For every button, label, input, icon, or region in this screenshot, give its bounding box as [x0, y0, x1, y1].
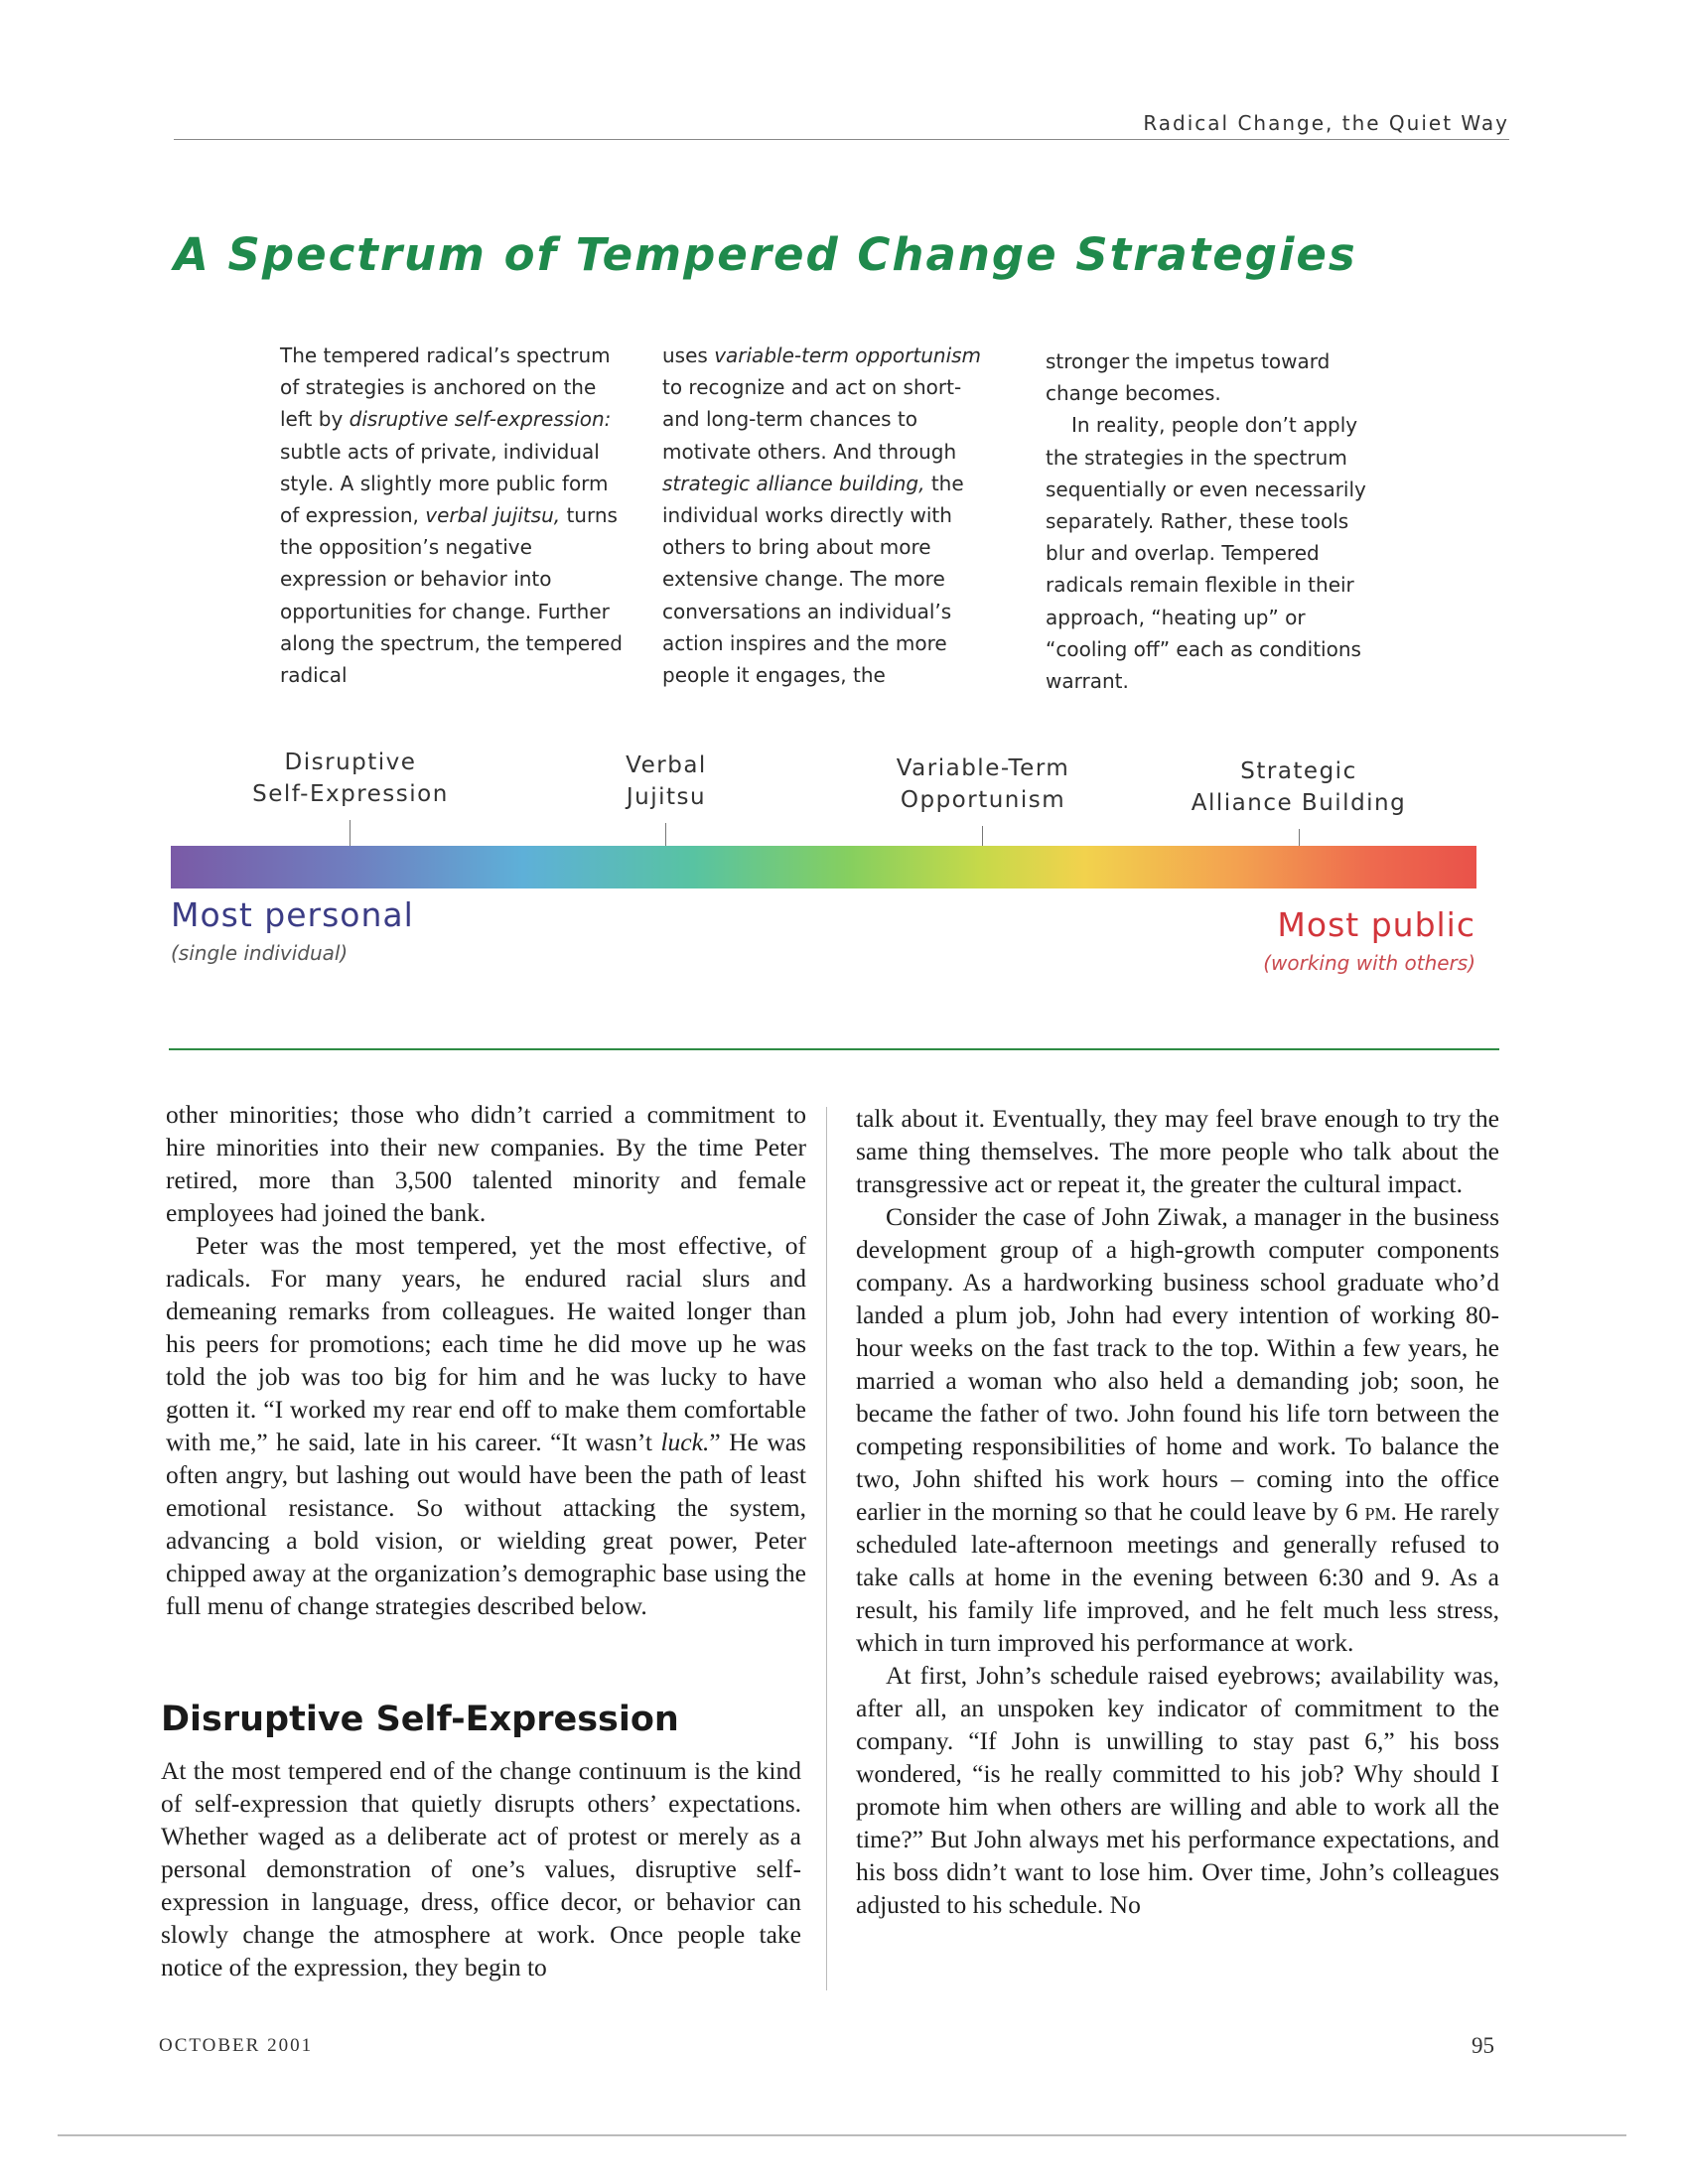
page-number: 95 — [1472, 2033, 1494, 2058]
sidebar-paragraph: stronger the impetus toward change becomes. — [1046, 349, 1331, 406]
sidebar-paragraph — [280, 340, 623, 691]
spectrum-right-end-label: Most public — [1277, 905, 1475, 944]
article-paragraph — [856, 1200, 1499, 1659]
spectrum-label-verbal-jujitsu — [527, 750, 805, 813]
article-paragraph — [166, 1229, 806, 1622]
text-run: the individual works directly with others to bring about more extensive change. The more conversations an individual’s action inspires and the more people it engages, the — [662, 471, 964, 688]
sidebar-title: A Spectrum of Tempered Change Strategies — [174, 228, 1357, 281]
spectrum-label-variable-term-opportunism — [844, 752, 1122, 816]
text-run: turns the opposition’s negative expression or behavior into opportunities for change. Further along the spectrum, the tempered radical — [280, 503, 623, 688]
sidebar-paragraph — [662, 340, 1005, 691]
spectrum-label-line: Disruptive — [284, 750, 417, 775]
header-rule — [174, 139, 1509, 140]
running-header: Radical Change, the Quiet Way — [1143, 111, 1509, 135]
sidebar-column-2 — [662, 340, 1005, 691]
spectrum-label-line: Jujitsu — [626, 784, 707, 810]
text-run: . He rarely scheduled late-afternoon meetings and generally refused to take calls at home in the evening between 6:30 and 9. As a result, his family life improved, and he felt much less stress, which in turn improved his performance at work. — [856, 1497, 1499, 1657]
sidebar-column-3 — [1046, 345, 1388, 697]
italic-term: verbal jujitsu, — [425, 503, 561, 528]
article-paragraph: At first, John’s schedule raised eyebrows; availability was, after all, an unspoken key indicator of commitment to the company. “If John is unwilling to stay past 6,” his boss wondered, “is he really committed to his job? Why should I promote him when others are willing and able to work all the time?” But John always met his performance expectations, and his boss didn’t want to lose him. Over time, John’s colleagues adjusted to his schedule. No — [856, 1661, 1499, 1919]
text-run: Peter was the most tempered, yet the most effective, of radicals. For many years, he endured racial slurs and demeaning remarks from colleagues. He waited longer than his peers for promotions; each time he did move up he was told the job was too big for him and he was lucky to have gotten it. “I worked my rear end off to make them comfortable with me,” he said, late in his career. “It wasn’t — [166, 1231, 806, 1456]
article-paragraph: At the most tempered end of the change continuum is the kind of self-expression that quietly disrupts others’ expectations. Whether waged as a deliberate act of protest or merely as a personal demonstration of one’s values, disruptive self-expression in language, dress, office decor, or behavior can slowly change the atmosphere at work. Once people take notice of the expression, they begin to — [161, 1756, 801, 1981]
sidebar-bottom-rule — [169, 1048, 1499, 1050]
spectrum-gradient-bar — [171, 846, 1476, 888]
text-run: to recognize and act on short- and long-term chances to motivate others. And through — [662, 375, 962, 464]
spectrum-label-line: Verbal — [626, 752, 707, 778]
text-run: uses — [662, 343, 715, 367]
italic-term: disruptive self-expression: — [349, 407, 612, 432]
text-run: Consider the case of John Ziwak, a manager in the business development group of a high-growth computer components company. As a hardworking business school graduate who’d landed a plum job, John had every intention of working 80-hour weeks on the fast track to the top. Within a few years, he married a woman who also held a demanding job; soon, he became the father of two. John found his life torn between the competing responsibilities of home and work. To balance the two, John shifted his work hours – coming into the office earlier in the morning so that he could leave by 6 — [856, 1202, 1499, 1526]
spectrum-label-strategic-alliance-building — [1160, 755, 1438, 819]
italic-term: strategic alliance building, — [662, 471, 925, 495]
italic-word: luck. — [660, 1428, 710, 1456]
spectrum-right-end-sublabel: (working with others) — [1263, 951, 1475, 975]
small-caps-pm: pm — [1364, 1497, 1391, 1526]
spectrum-label-line: Strategic — [1240, 758, 1357, 784]
article-left-column — [166, 1098, 806, 1622]
spectrum-tick — [350, 820, 351, 846]
section-heading: Disruptive Self-Expression — [161, 1700, 679, 1739]
text-run: The tempered radical’s spectrum of strategies is anchored on the left by — [280, 343, 611, 432]
spectrum-label-line: Alliance Building — [1191, 790, 1407, 816]
spectrum-label-line: Self-Expression — [252, 781, 449, 807]
spectrum-label-line: Variable-Term — [896, 755, 1070, 781]
article-left-column-lower — [161, 1754, 801, 1983]
spectrum-label-line: Opportunism — [900, 787, 1066, 813]
spectrum-left-end-label: Most personal — [171, 895, 414, 934]
spectrum-left-end-sublabel: (single individual) — [171, 941, 349, 965]
article-right-column — [856, 1102, 1499, 1921]
sidebar-paragraph: In reality, people don’t apply the strategies in the spectrum sequentially or even necessarily separately. Rather, these tools blur and overlap. Tempered radicals remain flexible in their approach, “heating up” or “cooling off” each as conditions warrant. — [1046, 413, 1366, 694]
article-paragraph: talk about it. Eventually, they may feel brave enough to try the same thing themselves. The more people who talk about the transgressive act or repeat it, the greater the cultural impact. — [856, 1104, 1499, 1198]
text-run: ” He was often angry, but lashing out would have been the path of least emotional resistance. So without attacking the system, advancing a bold vision, or wielding great power, Peter chipped away at the organization’s demographic base using the full menu of change strategies described below. — [166, 1428, 806, 1620]
article-paragraph: other minorities; those who didn’t carried a commitment to hire minorities into their new companies. By the time Peter retired, more than 3,500 talented minority and female employees had joined the bank. — [166, 1100, 806, 1227]
text-run: subtle acts of private, individual style. A slightly more public form of expression, — [280, 439, 609, 528]
scan-edge-line — [58, 2134, 1626, 2136]
spectrum-label-disruptive-self-expression — [211, 747, 490, 810]
italic-term: variable-term opportunism — [714, 343, 982, 367]
footer-date: OCTOBER 2001 — [159, 2035, 314, 2056]
sidebar-column-1 — [280, 340, 623, 691]
column-divider — [826, 1107, 827, 1990]
